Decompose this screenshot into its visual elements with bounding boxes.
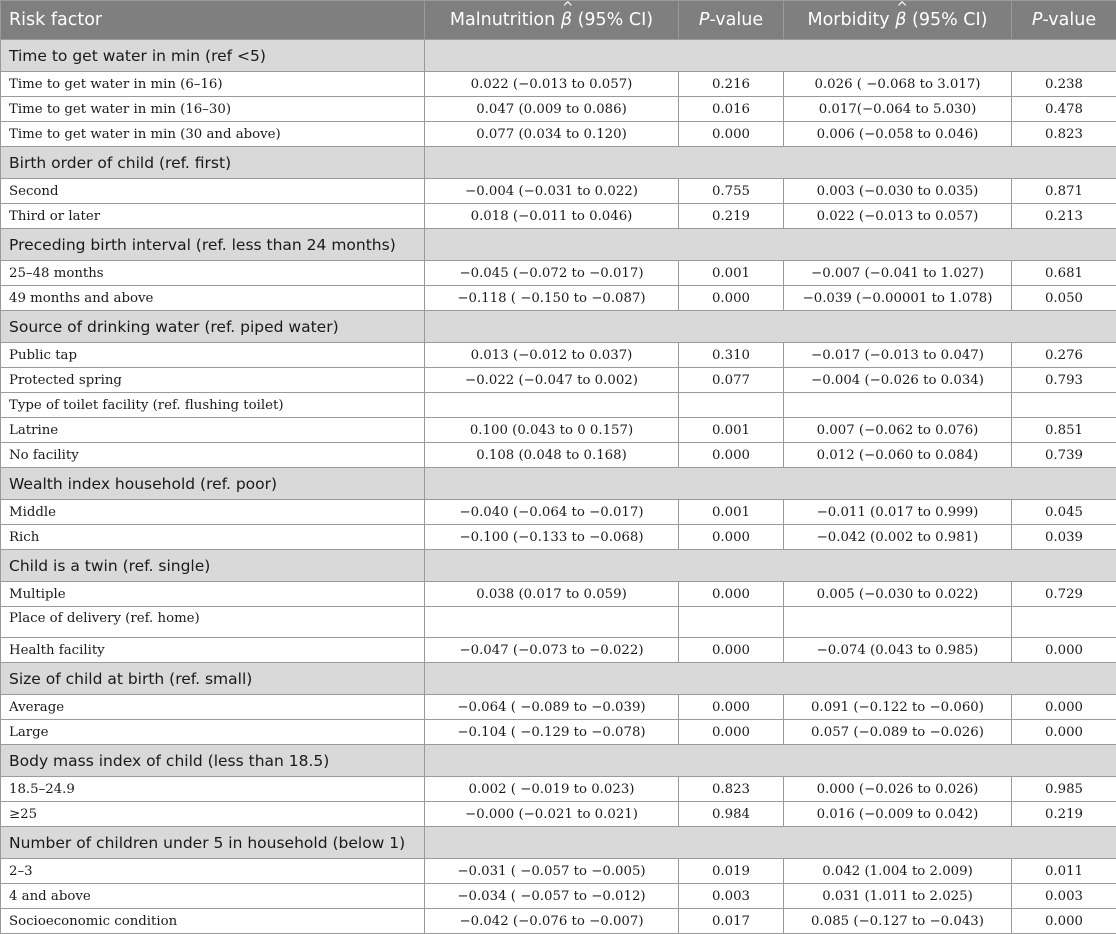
malnutrition-p-value: 0.000: [679, 582, 784, 607]
table-row: [1, 525, 1116, 550]
morbidity-estimate: 0.007 (−0.062 to 0.076): [784, 418, 1012, 443]
malnutrition-estimate: −0.104 ( −0.129 to −0.078): [425, 720, 679, 745]
morbidity-p-value: 0.871: [1012, 179, 1116, 204]
morbidity-estimate: −0.007 (−0.041 to 1.027): [784, 261, 1012, 286]
malnutrition-estimate: −0.031 ( −0.057 to −0.005): [425, 859, 679, 884]
section-empty-cell: [425, 827, 1116, 859]
morbidity-estimate: −0.004 (−0.026 to 0.034): [784, 368, 1012, 393]
row-label: Public tap: [1, 343, 425, 368]
row-label: Time to get water in min (30 and above): [1, 122, 425, 147]
malnutrition-p-value: 0.017: [679, 909, 784, 934]
morbidity-estimate: [784, 607, 1012, 638]
malnutrition-p-value: 0.755: [679, 179, 784, 204]
section-empty-cell: [425, 663, 1116, 695]
table-row: [1, 802, 1116, 827]
header-malnutrition-label: Malnutrition: [450, 10, 555, 30]
table-row: [1, 418, 1116, 443]
morbidity-p-value: 0.729: [1012, 582, 1116, 607]
malnutrition-estimate: −0.022 (−0.047 to 0.002): [425, 368, 679, 393]
header-morbidity-beta-symbol: ^ β: [895, 10, 906, 30]
row-label: No facility: [1, 443, 425, 468]
malnutrition-estimate: [425, 607, 679, 638]
malnutrition-p-value: 0.823: [679, 777, 784, 802]
malnutrition-p-value: 0.001: [679, 418, 784, 443]
table-header-row: [1, 1, 1116, 40]
morbidity-estimate: [784, 393, 1012, 418]
section-row: [1, 311, 1116, 343]
header-p-italic: P: [1032, 10, 1043, 30]
section-row: [1, 468, 1116, 500]
malnutrition-estimate: −0.047 (−0.073 to −0.022): [425, 638, 679, 663]
malnutrition-p-value: 0.219: [679, 204, 784, 229]
row-label: Socioeconomic condition: [1, 909, 425, 934]
malnutrition-p-value: 0.019: [679, 859, 784, 884]
malnutrition-p-value: 0.077: [679, 368, 784, 393]
row-label: Latrine: [1, 418, 425, 443]
section-label: Child is a twin (ref. single): [1, 550, 425, 582]
header-morbidity-beta: [784, 1, 1012, 40]
table-row: [1, 122, 1116, 147]
malnutrition-estimate: 0.038 (0.017 to 0.059): [425, 582, 679, 607]
morbidity-p-value: 0.681: [1012, 261, 1116, 286]
malnutrition-p-value: 0.000: [679, 443, 784, 468]
malnutrition-estimate: 0.100 (0.043 to 0 0.157): [425, 418, 679, 443]
section-row: [1, 745, 1116, 777]
malnutrition-estimate: 0.002 ( −0.019 to 0.023): [425, 777, 679, 802]
morbidity-p-value: 0.011: [1012, 859, 1116, 884]
section-empty-cell: [425, 745, 1116, 777]
table-row: [1, 720, 1116, 745]
morbidity-estimate: −0.011 (0.017 to 0.999): [784, 500, 1012, 525]
section-label: Preceding birth interval (ref. less than 24 months): [1, 229, 425, 261]
section-row: [1, 663, 1116, 695]
section-empty-cell: [425, 311, 1116, 343]
morbidity-p-value: 0.985: [1012, 777, 1116, 802]
morbidity-p-value: 0.000: [1012, 638, 1116, 663]
row-label: Protected spring: [1, 368, 425, 393]
row-label: 4 and above: [1, 884, 425, 909]
table-row: [1, 859, 1116, 884]
section-label: Source of drinking water (ref. piped water): [1, 311, 425, 343]
row-label: Health facility: [1, 638, 425, 663]
table-row: [1, 638, 1116, 663]
malnutrition-p-value: 0.001: [679, 500, 784, 525]
morbidity-estimate: 0.017(−0.064 to 5.030): [784, 97, 1012, 122]
malnutrition-p-value: 0.310: [679, 343, 784, 368]
morbidity-p-value: 0.050: [1012, 286, 1116, 311]
morbidity-estimate: −0.074 (0.043 to 0.985): [784, 638, 1012, 663]
table-row: [1, 500, 1116, 525]
row-label: Rich: [1, 525, 425, 550]
morbidity-estimate: 0.026 ( −0.068 to 3.017): [784, 72, 1012, 97]
section-row: [1, 229, 1116, 261]
row-label: 49 months and above: [1, 286, 425, 311]
table-row: [1, 909, 1116, 934]
morbidity-p-value: [1012, 393, 1116, 418]
table-row: [1, 286, 1116, 311]
row-label: 2–3: [1, 859, 425, 884]
section-label: Wealth index household (ref. poor): [1, 468, 425, 500]
morbidity-p-value: 0.238: [1012, 72, 1116, 97]
malnutrition-p-value: 0.001: [679, 261, 784, 286]
malnutrition-estimate: −0.045 (−0.072 to −0.017): [425, 261, 679, 286]
malnutrition-estimate: −0.118 ( −0.150 to −0.087): [425, 286, 679, 311]
header-morbidity-p-value: [1012, 1, 1116, 40]
morbidity-p-value: 0.478: [1012, 97, 1116, 122]
morbidity-estimate: 0.016 (−0.009 to 0.042): [784, 802, 1012, 827]
table-row: [1, 582, 1116, 607]
header-morbidity-label: Morbidity: [808, 10, 890, 30]
morbidity-p-value: 0.039: [1012, 525, 1116, 550]
morbidity-estimate: −0.039 (−0.00001 to 1.078): [784, 286, 1012, 311]
header-risk-factor: Risk factor: [1, 1, 425, 40]
malnutrition-estimate: 0.018 (−0.011 to 0.046): [425, 204, 679, 229]
row-label: Third or later: [1, 204, 425, 229]
morbidity-p-value: 0.000: [1012, 720, 1116, 745]
morbidity-p-value: 0.793: [1012, 368, 1116, 393]
malnutrition-p-value: 0.984: [679, 802, 784, 827]
malnutrition-estimate: −0.064 ( −0.089 to −0.039): [425, 695, 679, 720]
section-row: [1, 147, 1116, 179]
header-p-suffix: -value: [1042, 10, 1096, 30]
morbidity-estimate: 0.000 (−0.026 to 0.026): [784, 777, 1012, 802]
section-row: [1, 40, 1116, 72]
morbidity-estimate: 0.006 (−0.058 to 0.046): [784, 122, 1012, 147]
malnutrition-p-value: 0.000: [679, 525, 784, 550]
row-label: 25–48 months: [1, 261, 425, 286]
section-empty-cell: [425, 468, 1116, 500]
row-label: ≥25: [1, 802, 425, 827]
table-row: [1, 204, 1116, 229]
malnutrition-estimate: 0.022 (−0.013 to 0.057): [425, 72, 679, 97]
malnutrition-estimate: −0.034 ( −0.057 to −0.012): [425, 884, 679, 909]
malnutrition-estimate: −0.040 (−0.064 to −0.017): [425, 500, 679, 525]
table-row: [1, 607, 1116, 638]
row-label: Time to get water in min (6–16): [1, 72, 425, 97]
row-label: Average: [1, 695, 425, 720]
table-row: [1, 368, 1116, 393]
row-label: Multiple: [1, 582, 425, 607]
row-label: 18.5–24.9: [1, 777, 425, 802]
morbidity-estimate: −0.042 (0.002 to 0.981): [784, 525, 1012, 550]
header-malnutrition-p-value: [679, 1, 784, 40]
malnutrition-p-value: 0.000: [679, 695, 784, 720]
section-label: Birth order of child (ref. first): [1, 147, 425, 179]
malnutrition-estimate: −0.100 (−0.133 to −0.068): [425, 525, 679, 550]
morbidity-p-value: 0.851: [1012, 418, 1116, 443]
morbidity-p-value: 0.823: [1012, 122, 1116, 147]
morbidity-estimate: 0.091 (−0.122 to −0.060): [784, 695, 1012, 720]
morbidity-estimate: 0.005 (−0.030 to 0.022): [784, 582, 1012, 607]
table-row: [1, 179, 1116, 204]
morbidity-estimate: 0.085 (−0.127 to −0.043): [784, 909, 1012, 934]
table-row: [1, 97, 1116, 122]
malnutrition-p-value: 0.016: [679, 97, 784, 122]
section-label: Size of child at birth (ref. small): [1, 663, 425, 695]
morbidity-estimate: 0.012 (−0.060 to 0.084): [784, 443, 1012, 468]
malnutrition-p-value: 0.000: [679, 720, 784, 745]
morbidity-estimate: 0.042 (1.004 to 2.009): [784, 859, 1012, 884]
section-empty-cell: [425, 550, 1116, 582]
malnutrition-estimate: 0.077 (0.034 to 0.120): [425, 122, 679, 147]
section-row: [1, 827, 1116, 859]
malnutrition-estimate: 0.108 (0.048 to 0.168): [425, 443, 679, 468]
morbidity-p-value: [1012, 607, 1116, 638]
morbidity-estimate: 0.031 (1.011 to 2.025): [784, 884, 1012, 909]
malnutrition-p-value: 0.000: [679, 638, 784, 663]
row-label: Large: [1, 720, 425, 745]
table-row: [1, 343, 1116, 368]
malnutrition-estimate: −0.004 (−0.031 to 0.022): [425, 179, 679, 204]
row-label: Second: [1, 179, 425, 204]
row-label: Middle: [1, 500, 425, 525]
malnutrition-p-value: [679, 393, 784, 418]
row-label: Time to get water in min (16–30): [1, 97, 425, 122]
table-row: [1, 72, 1116, 97]
table-row: [1, 261, 1116, 286]
table-row: [1, 777, 1116, 802]
header-p-suffix: -value: [709, 10, 763, 30]
morbidity-p-value: 0.000: [1012, 695, 1116, 720]
morbidity-p-value: 0.219: [1012, 802, 1116, 827]
section-row: [1, 550, 1116, 582]
section-label: Number of children under 5 in household (below 1): [1, 827, 425, 859]
row-label: Place of delivery (ref. home): [1, 607, 425, 638]
header-p-italic: P: [699, 10, 710, 30]
morbidity-estimate: 0.057 (−0.089 to −0.026): [784, 720, 1012, 745]
malnutrition-p-value: 0.000: [679, 122, 784, 147]
row-label: Type of toilet facility (ref. flushing toilet): [1, 393, 425, 418]
table-row: [1, 884, 1116, 909]
malnutrition-p-value: 0.216: [679, 72, 784, 97]
morbidity-p-value: 0.045: [1012, 500, 1116, 525]
table-body: [1, 40, 1116, 934]
section-empty-cell: [425, 147, 1116, 179]
malnutrition-estimate: 0.047 (0.009 to 0.086): [425, 97, 679, 122]
header-malnutrition-beta-symbol: ^ β: [561, 10, 572, 30]
table-row: [1, 443, 1116, 468]
morbidity-p-value: 0.213: [1012, 204, 1116, 229]
section-label: Time to get water in min (ref <5): [1, 40, 425, 72]
morbidity-estimate: 0.003 (−0.030 to 0.035): [784, 179, 1012, 204]
section-empty-cell: [425, 229, 1116, 261]
morbidity-p-value: 0.000: [1012, 909, 1116, 934]
header-malnutrition-ci: (95% CI): [578, 10, 654, 30]
section-label: Body mass index of child (less than 18.5): [1, 745, 425, 777]
malnutrition-p-value: 0.000: [679, 286, 784, 311]
malnutrition-estimate: −0.042 (−0.076 to −0.007): [425, 909, 679, 934]
header-morbidity-ci: (95% CI): [912, 10, 988, 30]
header-malnutrition-beta: [425, 1, 679, 40]
morbidity-estimate: −0.017 (−0.013 to 0.047): [784, 343, 1012, 368]
morbidity-estimate: 0.022 (−0.013 to 0.057): [784, 204, 1012, 229]
malnutrition-estimate: −0.000 (−0.021 to 0.021): [425, 802, 679, 827]
malnutrition-p-value: [679, 607, 784, 638]
malnutrition-estimate: 0.013 (−0.012 to 0.037): [425, 343, 679, 368]
section-empty-cell: [425, 40, 1116, 72]
malnutrition-estimate: [425, 393, 679, 418]
morbidity-p-value: 0.003: [1012, 884, 1116, 909]
malnutrition-p-value: 0.003: [679, 884, 784, 909]
table-row: [1, 695, 1116, 720]
morbidity-p-value: 0.739: [1012, 443, 1116, 468]
table-row: [1, 393, 1116, 418]
morbidity-p-value: 0.276: [1012, 343, 1116, 368]
